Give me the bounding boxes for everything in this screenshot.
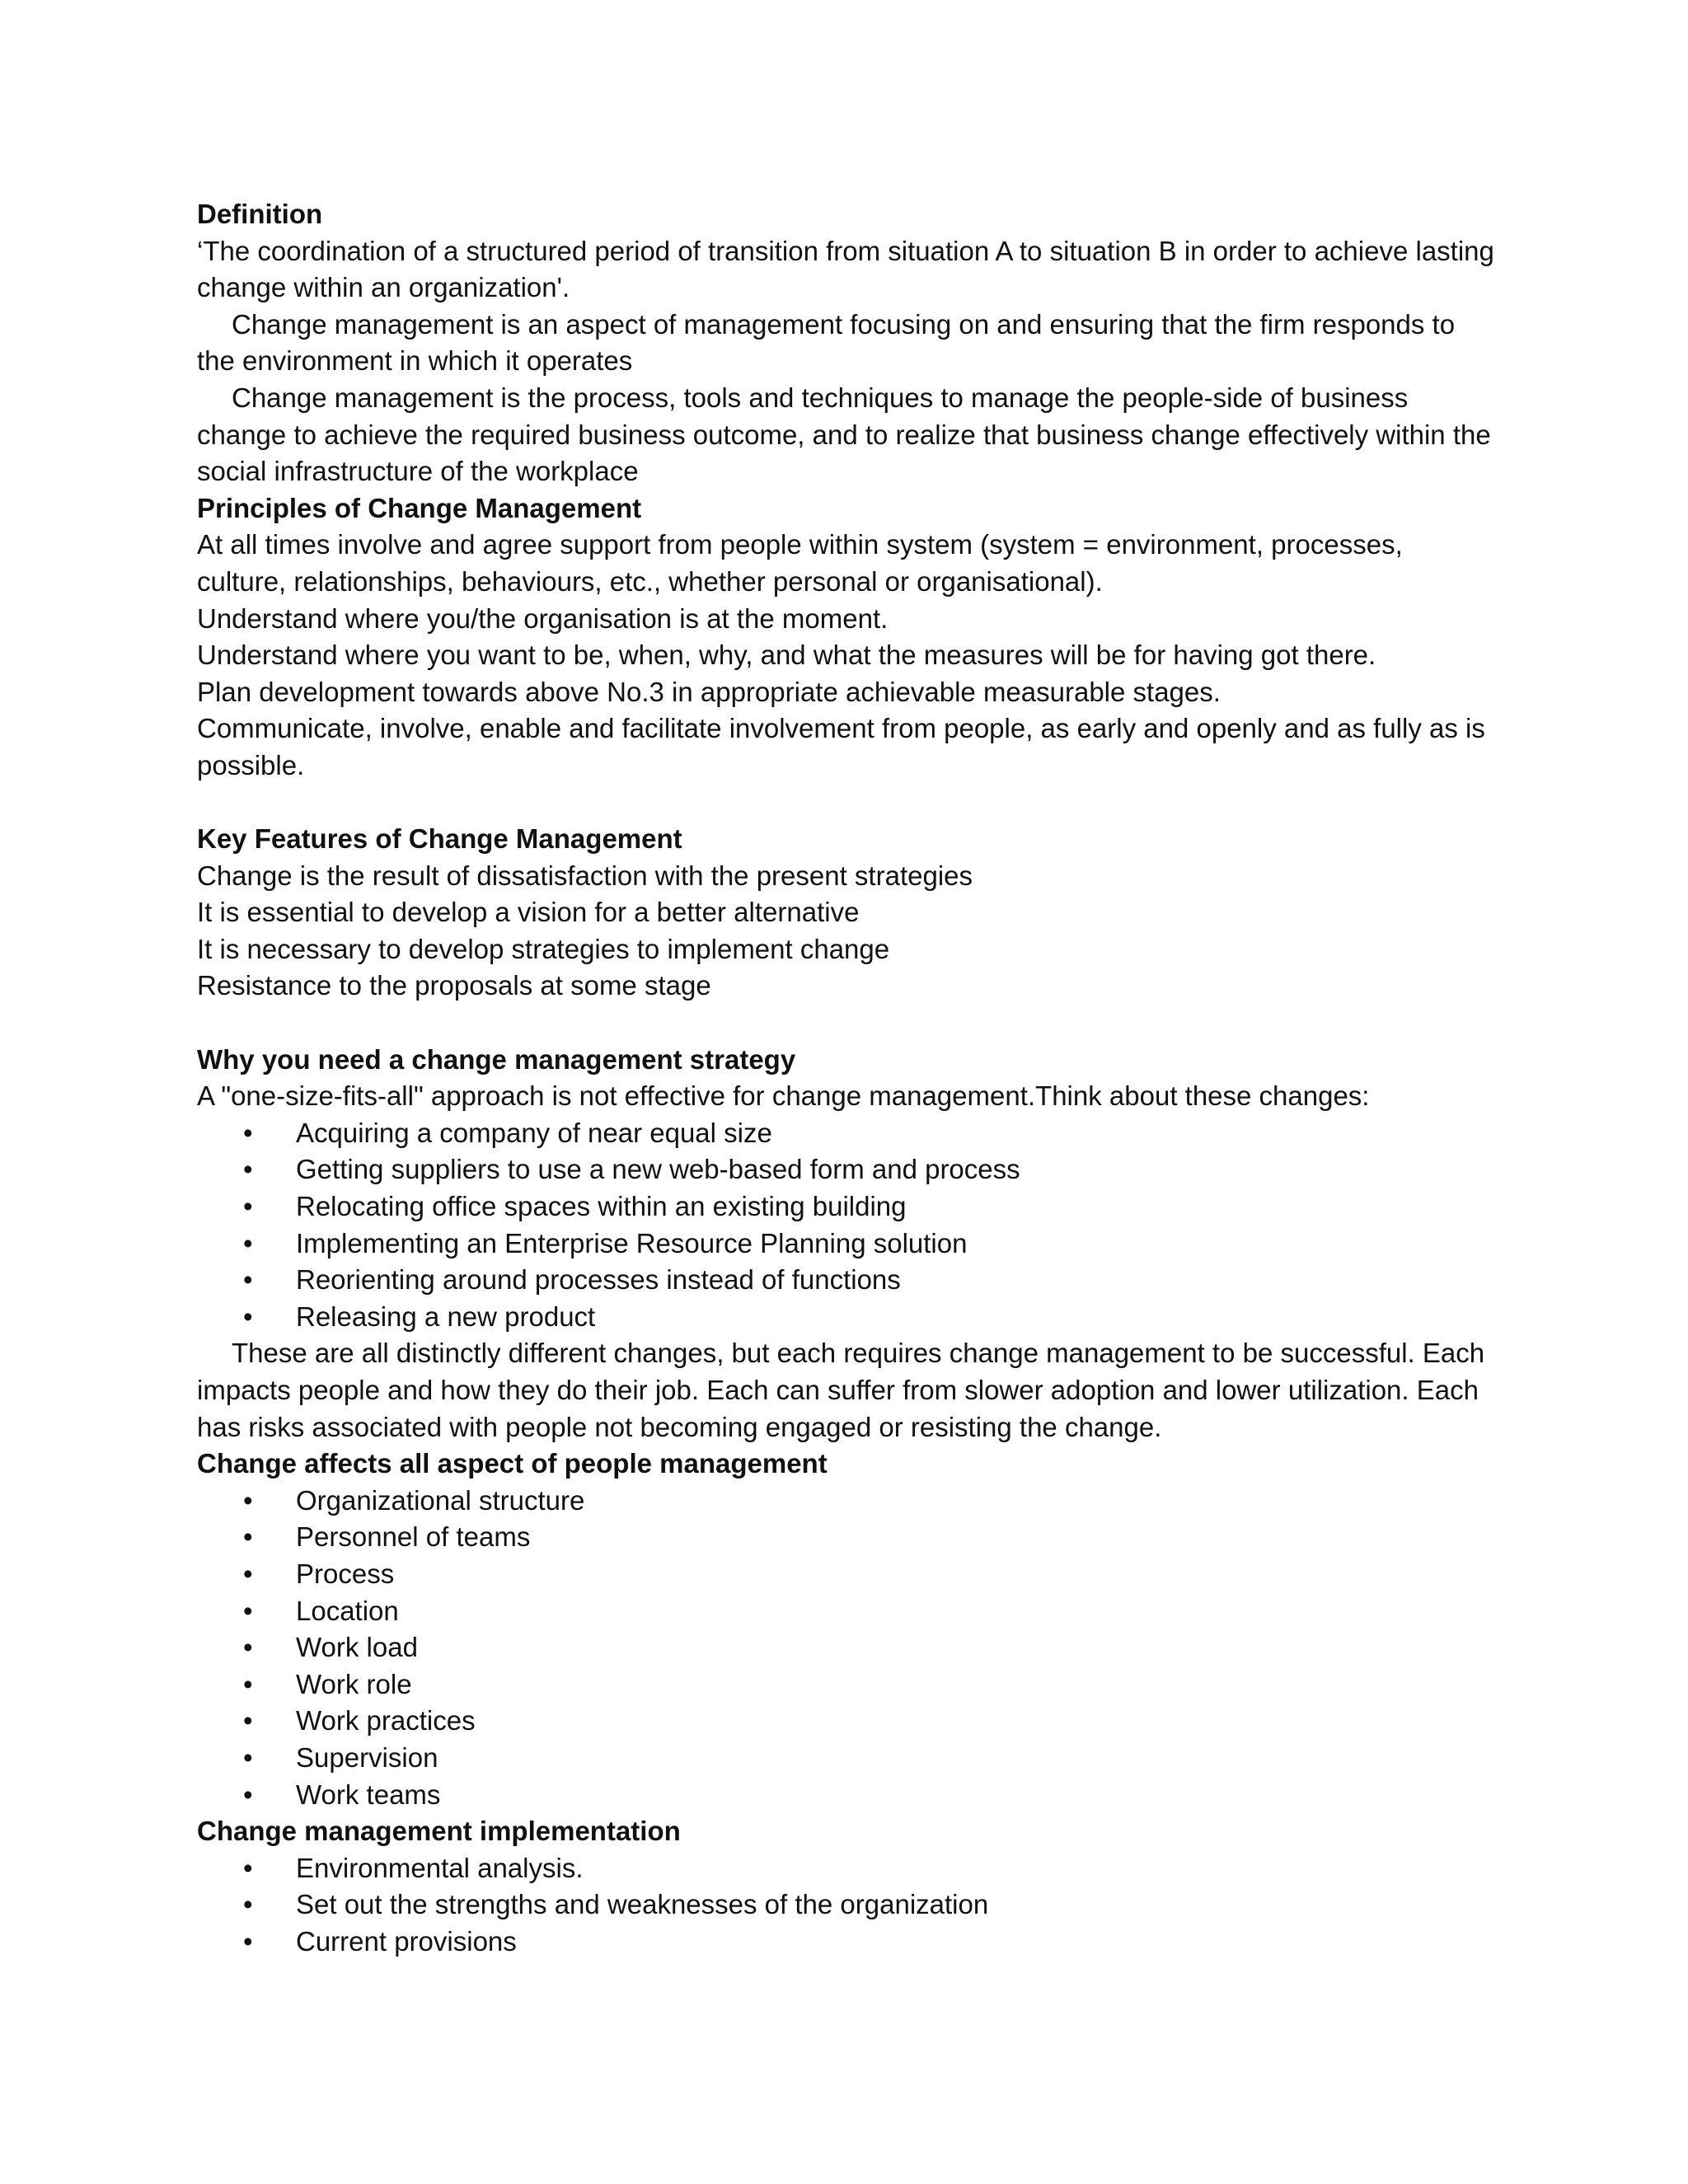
- principles-heading: Principles of Change Management: [197, 492, 642, 523]
- list-item: [197, 1740, 1499, 1777]
- blank-line: [197, 785, 1499, 822]
- list-item-text: Work role: [296, 1668, 412, 1699]
- bullet-icon: •: [243, 1521, 253, 1553]
- principle-line: Understand where you/the organisation is at the moment.: [197, 602, 889, 634]
- list-item-text: Supervision: [296, 1741, 438, 1773]
- list-item: [197, 1151, 1499, 1188]
- principle-line: Communicate, involve, enable and facilitate involvement from people, as early and openly and as fully as is possible.: [197, 713, 1485, 780]
- affects-heading: Change affects all aspect of people management: [197, 1448, 828, 1479]
- definition-heading: Definition: [197, 199, 323, 229]
- feature-line: Change is the result of dissatisfaction with the present strategies: [197, 860, 973, 891]
- list-item: [197, 1483, 1499, 1520]
- bullet-icon: •: [243, 1191, 253, 1222]
- list-item-text: Work teams: [296, 1779, 441, 1810]
- list-item: [197, 1262, 1499, 1299]
- list-item-text: Work practices: [296, 1705, 476, 1736]
- why-bullet-list: [197, 1115, 1499, 1336]
- list-item-text: Acquiring a company of near equal size: [296, 1117, 772, 1148]
- bullet-icon: •: [243, 1779, 253, 1810]
- list-item: [197, 1593, 1499, 1630]
- feature-line: Resistance to the proposals at some stage: [197, 970, 711, 1001]
- list-item-text: Getting suppliers to use a new web-based form and process: [296, 1154, 1020, 1185]
- bullet-icon: •: [243, 1484, 253, 1516]
- list-item: [197, 1703, 1499, 1740]
- list-item: [197, 1226, 1499, 1263]
- bullet-icon: •: [243, 1925, 253, 1957]
- list-item-text: Work load: [296, 1632, 418, 1663]
- bullet-icon: •: [243, 1227, 253, 1258]
- bullet-icon: •: [243, 1117, 253, 1148]
- list-item: [197, 1299, 1499, 1336]
- why-intro: A "one-size-fits-all" approach is not effective for change management.Think about these changes:: [197, 1080, 1370, 1112]
- bullet-icon: •: [243, 1705, 253, 1736]
- feature-line: It is essential to develop a vision for a better alternative: [197, 897, 860, 928]
- list-item-text: Environmental analysis.: [296, 1852, 584, 1883]
- principle-line: At all times involve and agree support from people within system (system = environment, processes, culture, relationships, behaviours, etc., whether personal or organisational).: [197, 529, 1403, 597]
- why-closing: These are all distinctly different changes, but each requires change management to be successful. Each impacts people and how they do their job. Each can suffer from slower adoption and lower utilization. Each has risks associated with people not becoming engaged or resisting the change.: [197, 1338, 1485, 1442]
- key-features-heading: Key Features of Change Management: [197, 823, 682, 855]
- list-item: [197, 1519, 1499, 1556]
- list-item: [197, 1666, 1499, 1704]
- blank-line: [197, 1005, 1499, 1042]
- list-item: [197, 1115, 1499, 1152]
- list-item-text: Releasing a new product: [296, 1301, 596, 1332]
- bullet-icon: •: [243, 1889, 253, 1920]
- definition-paragraph: Change management is an aspect of management focusing on and ensuring that the firm responds to the environment in which it operates: [197, 308, 1456, 377]
- principle-line: Plan development towards above No.3 in appropriate achievable measurable stages.: [197, 676, 1221, 707]
- feature-line: It is necessary to develop strategies to implement change: [197, 933, 890, 964]
- list-item-text: Reorienting around processes instead of functions: [296, 1264, 901, 1296]
- affects-bullet-list: [197, 1483, 1499, 1813]
- bullet-icon: •: [243, 1301, 253, 1332]
- implementation-bullet-list: [197, 1850, 1499, 1961]
- list-item: [197, 1777, 1499, 1814]
- bullet-icon: •: [243, 1632, 253, 1663]
- definition-quote: ‘The coordination of a structured period of transition from situation A to situation B in order to achieve lasting change within an organization'.: [197, 235, 1494, 303]
- principle-line: Understand where you want to be, when, why, and what the measures will be for having got there.: [197, 640, 1376, 671]
- list-item: [197, 1924, 1499, 1961]
- list-item-text: Relocating office spaces within an existing building: [296, 1191, 907, 1222]
- bullet-icon: •: [243, 1595, 253, 1626]
- list-item-text: Implementing an Enterprise Resource Planning solution: [296, 1227, 968, 1258]
- list-item-text: Location: [296, 1595, 399, 1626]
- why-heading: Why you need a change management strategy: [197, 1043, 796, 1075]
- bullet-icon: •: [243, 1154, 253, 1185]
- bullet-icon: •: [243, 1558, 253, 1589]
- document-page: [197, 196, 1499, 1961]
- list-item: [197, 1850, 1499, 1887]
- list-item: [197, 1886, 1499, 1924]
- bullet-icon: •: [243, 1741, 253, 1773]
- list-item: [197, 1188, 1499, 1226]
- bullet-icon: •: [243, 1264, 253, 1296]
- list-item: [197, 1556, 1499, 1593]
- bullet-icon: •: [243, 1668, 253, 1699]
- bullet-icon: •: [243, 1852, 253, 1883]
- list-item-text: Organizational structure: [296, 1484, 585, 1516]
- list-item-text: Process: [296, 1558, 395, 1589]
- list-item-text: Personnel of teams: [296, 1521, 531, 1553]
- definition-paragraph: Change management is the process, tools and techniques to manage the people-side of business change to achieve the required business outcome, and to realize that business change effectively within the social infrastructure of the workplace: [197, 382, 1491, 487]
- list-item-text: Current provisions: [296, 1925, 517, 1957]
- implementation-heading: Change management implementation: [197, 1816, 681, 1847]
- list-item: [197, 1629, 1499, 1666]
- list-item-text: Set out the strengths and weaknesses of the organization: [296, 1889, 989, 1920]
